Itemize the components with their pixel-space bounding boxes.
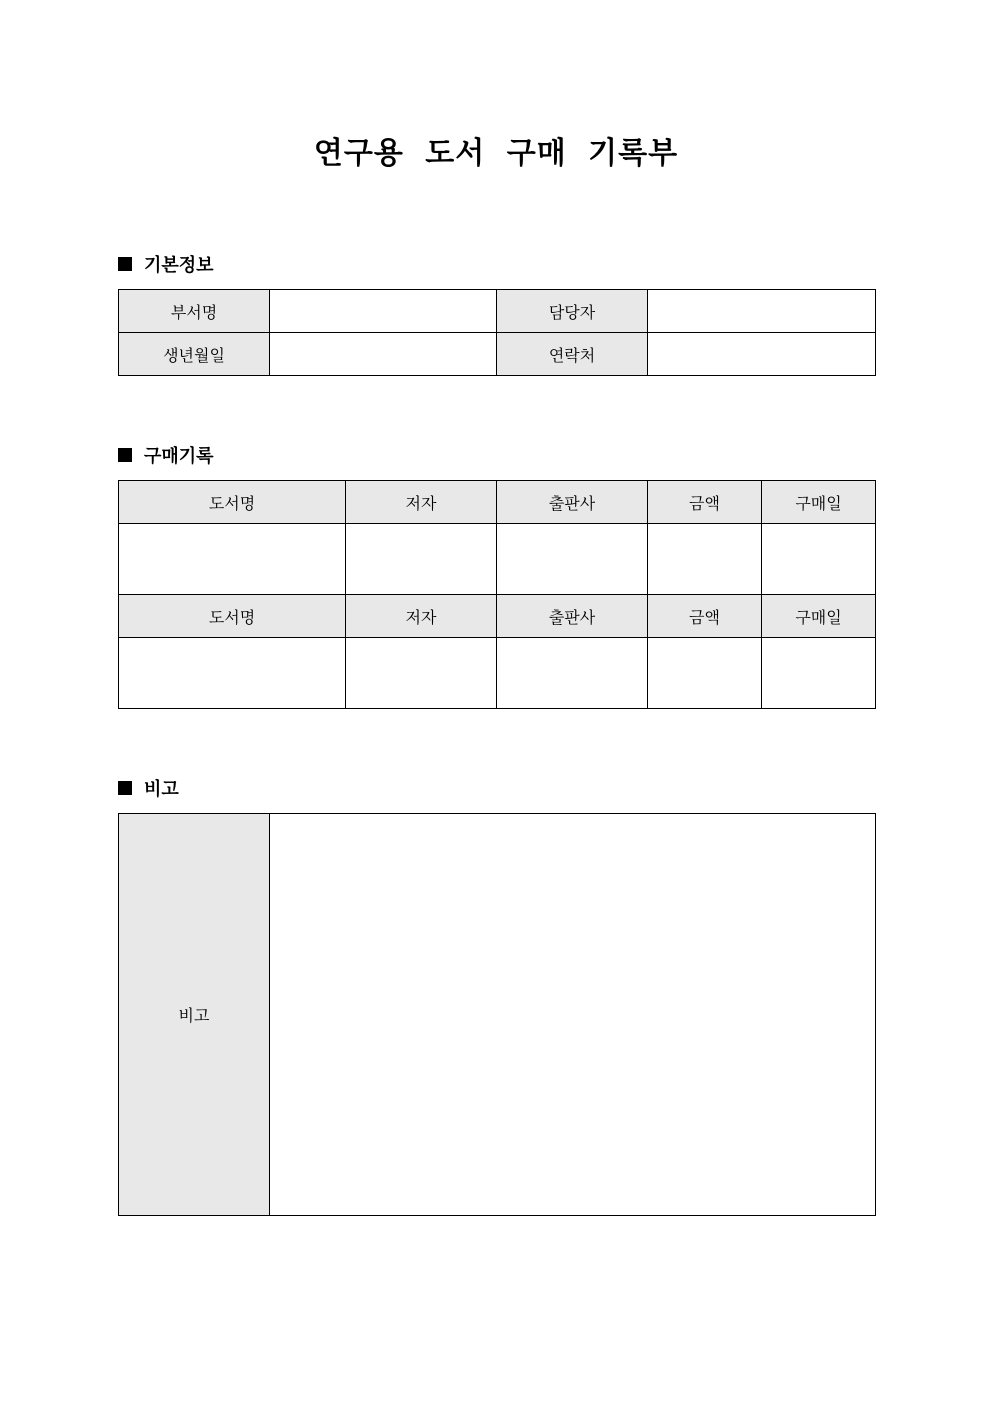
- basic-info-table: [118, 289, 876, 376]
- purchase-records-table: [118, 480, 876, 709]
- purchase-date-field[interactable]: [762, 638, 876, 709]
- remarks-heading: [118, 776, 179, 800]
- remarks-table: [118, 813, 876, 1216]
- author-header: 저자: [346, 481, 497, 524]
- manager-label: 담당자: [497, 290, 648, 333]
- contact-field[interactable]: [648, 333, 876, 376]
- basic-info-row: [119, 333, 876, 376]
- publisher-header: 출판사: [497, 595, 648, 638]
- book-title-field[interactable]: [119, 524, 346, 595]
- amount-field[interactable]: [648, 638, 762, 709]
- purchase-date-field[interactable]: [762, 524, 876, 595]
- remarks-label: 비고: [119, 814, 270, 1216]
- author-header: 저자: [346, 595, 497, 638]
- purchase-date-header: 구매일: [762, 595, 876, 638]
- remarks-heading-label: 비고: [144, 779, 179, 800]
- remarks-row: [119, 814, 876, 1216]
- purchase-entry-row: [119, 638, 876, 709]
- author-field[interactable]: [346, 524, 497, 595]
- department-field[interactable]: [270, 290, 497, 333]
- purchase-date-header: 구매일: [762, 481, 876, 524]
- birthdate-field[interactable]: [270, 333, 497, 376]
- amount-header: 금액: [648, 595, 762, 638]
- purchase-records-heading-label: 구매기록: [144, 446, 214, 467]
- book-title-header: 도서명: [119, 481, 346, 524]
- amount-field[interactable]: [648, 524, 762, 595]
- department-label: 부서명: [119, 290, 270, 333]
- purchase-header-row: [119, 481, 876, 524]
- basic-info-row: [119, 290, 876, 333]
- publisher-field[interactable]: [497, 524, 648, 595]
- publisher-header: 출판사: [497, 481, 648, 524]
- birthdate-label: 생년월일: [119, 333, 270, 376]
- purchase-header-row: [119, 595, 876, 638]
- amount-header: 금액: [648, 481, 762, 524]
- basic-info-heading: [118, 252, 214, 276]
- document-title: 연구용 도서 구매 기록부: [313, 136, 679, 171]
- remarks-field[interactable]: [270, 814, 876, 1216]
- book-title-header: 도서명: [119, 595, 346, 638]
- publisher-field[interactable]: [497, 638, 648, 709]
- basic-info-heading-label: 기본정보: [144, 255, 214, 276]
- manager-field[interactable]: [648, 290, 876, 333]
- square-bullet-icon: [118, 257, 132, 271]
- square-bullet-icon: [118, 781, 132, 795]
- purchase-records-heading: [118, 443, 214, 467]
- contact-label: 연락처: [497, 333, 648, 376]
- square-bullet-icon: [118, 448, 132, 462]
- book-title-field[interactable]: [119, 638, 346, 709]
- purchase-entry-row: [119, 524, 876, 595]
- author-field[interactable]: [346, 638, 497, 709]
